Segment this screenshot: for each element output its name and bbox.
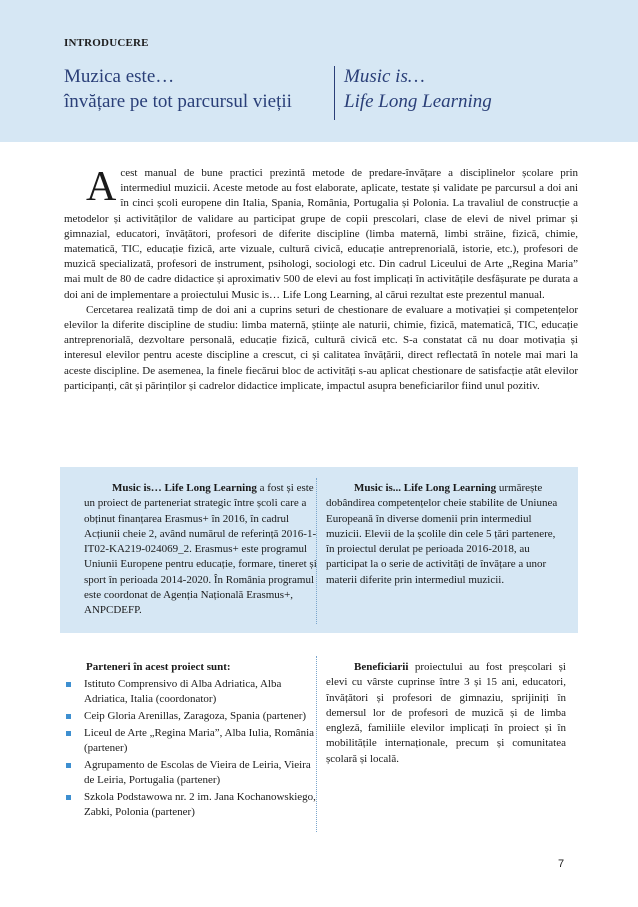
- intro-paragraph-1: [64, 166, 578, 303]
- project-info-right: [326, 481, 566, 588]
- intro-text: [64, 166, 578, 394]
- project-name-bold: Music is… Life Long Learning: [112, 482, 257, 494]
- title-english: [344, 64, 604, 114]
- page-number: 7: [558, 858, 565, 870]
- title-ro-line2: învățare pe tot parcursul vieții: [64, 91, 292, 112]
- square-bullet-icon: [66, 682, 71, 687]
- title-en-line2: Life Long Learning: [344, 91, 492, 112]
- square-bullet-icon: [66, 731, 71, 736]
- section-label: INTRODUCERE: [64, 37, 149, 49]
- intro-paragraph-1-text: cest manual de bune practici prezintă metode de predare-învățare a disciplinelor școlare prin intermediul muzicii. Aceste metode au fost elaborate, aplicate, testate și validate pe parcursul a doi ani în cinci școli europene din Italia, Spania, România, Portugalia și Polonia. La travaliul de construcție a metodelor și activităților de validare au participat grupe de copii prescolari, clase de elevi de nivel primar și gimnazial, educatori, învățători, profesori de diferite discipline (limba maternă, limbi străine, fizică, chimie, matematică, TIC, educație fizică, arte vizuale, cultură civică, educație antreprenorială, istorie, etc.), profesori de muzică specializată, profesori de instrument, psihologi, sociologi etc. Din cadrul Liceului de Arte „Regina Maria” mai mult de 80 de cadre didactice și aproximativ 500 de elevi au fost implicați în activitățile desfășurate pe durata a doi ani de implementare a proiectului Music is… Life Long Learning, al cărui rezultat este prezentul manual.: [64, 167, 578, 301]
- partner-item: Ceip Gloria Arenillas, Zaragoza, Spania (partener): [66, 709, 316, 724]
- partner-item: Agrupamento de Escolas de Vieira de Leiria, Vieira de Leiria, Portugalia (partener): [66, 758, 316, 789]
- beneficiaries-text: [326, 660, 566, 767]
- square-bullet-icon: [66, 714, 71, 719]
- beneficiaries-bold: Beneficiarii: [354, 661, 409, 673]
- intro-paragraph-2: Cercetarea realizată timp de doi ani a cuprins seturi de chestionare de evaluare a motivației și competențelor elevilor la diferite discipline de studiu: limba maternă, științe ale naturii, chimie, fizică, matematică, TIC, educație antreprenorială, dezvoltare personală, educație fizică, cultură civică etc. S-a constatat că nu doar motivația și interesul elevilor pentru aceste discipline a crescut, ci și calitatea învățării, direct reflectată în notele mai mari la aceste discipline. De asemenea, la finele fiecărui bloc de activități s-au aplicat chestionare de satisfacție atât elevilor participanți, cât și părinților și cadrelor didactice implicate, impactul asupra beneficiarilor fiind unul pozitiv.: [64, 303, 578, 392]
- title-divider: [334, 66, 335, 120]
- title-romanian: [64, 64, 324, 114]
- project-info-left-text: a fost și este un proiect de parteneriat strategic între școli care a obținut finanțarea Erasmus+ în 2016, în cadrul Acțiunii cheie 2, având numărul de referință 2016-1-IT02-KA219-024069_2. Erasmus+ este programul Uniunii Europene pentru educație, formare, tineret și sport în perioada 2014-2020. În România programul este coordonat de Agenția Națională Erasmus+, ANPCDEFP.: [84, 482, 317, 617]
- box-column-divider: [316, 478, 318, 624]
- title-ro-line1: Muzica este…: [64, 66, 175, 87]
- drop-cap: A: [86, 164, 117, 210]
- partner-item: Liceul de Arte „Regina Maria”, Alba Iulia, România (partener): [66, 726, 316, 757]
- title-en-line1: Music is…: [344, 66, 425, 87]
- project-info-left: [84, 481, 324, 619]
- project-name-bold-right: Music is... Life Long Learning: [354, 482, 497, 494]
- square-bullet-icon: [66, 763, 71, 768]
- partner-item: Szkola Podstawowa nr. 2 im. Jana Kochanowskiego, Zabki, Polonia (partener): [66, 790, 316, 821]
- header-band: [0, 0, 638, 142]
- beneficiaries-body: proiectului au fost preșcolari și elevi cu vârste cuprinse între 3 și 15 ani, educatori, învățători și profesori de gimnaziu, sprijiniți în demersul lor de profesori de muzică și de limba engleză, familiile elevilor implicați în proiect și în mobilitățile internaționale, precum și comunitatea școlară și locală.: [326, 661, 566, 765]
- partners-list: [66, 677, 316, 822]
- partner-item: Istituto Comprensivo di Alba Adriatica, Alba Adriatica, Italia (coordonator): [66, 677, 316, 708]
- partners-title: Parteneri în acest proiect sunt:: [86, 661, 231, 673]
- project-info-right-text: urmărește dobândirea competențelor cheie stabilite de Uniunea Europeană în diverse domenii prin intermediul muzicii. Elevii de la școlile din cele 5 țări partenere, în proiectul derulat pe perioada 2016-2018, au participat la o serie de activități de învățare a unor materii diferite prin intermediul muzicii.: [326, 482, 558, 586]
- square-bullet-icon: [66, 795, 71, 800]
- bottom-column-divider: [316, 656, 318, 832]
